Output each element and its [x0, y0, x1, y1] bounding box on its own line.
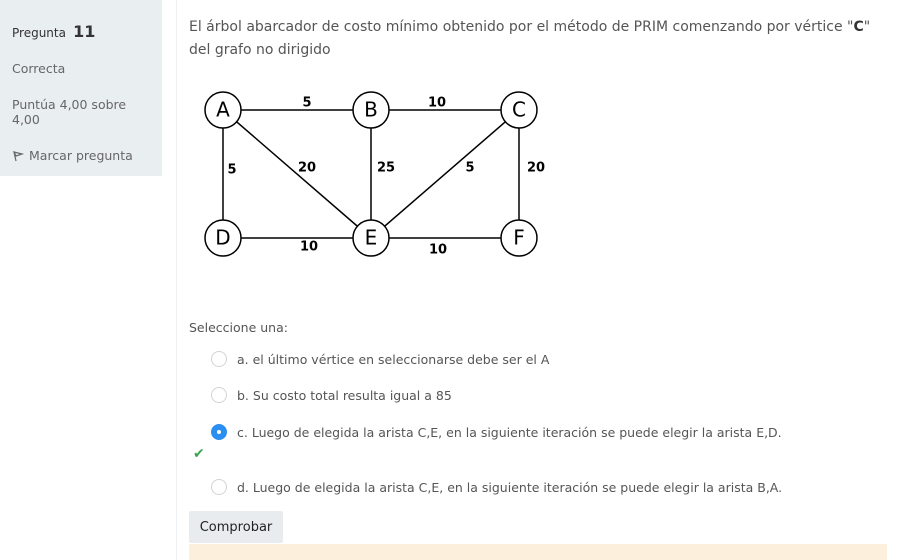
- option-d-radio[interactable]: [211, 479, 227, 495]
- edge-weight-B-C: 10: [427, 95, 447, 111]
- question-info-panel: [0, 0, 162, 176]
- edge-weight-E-F: 10: [428, 242, 448, 258]
- select-prompt: Seleccione una:: [189, 320, 288, 335]
- graph-diagram: [189, 90, 549, 270]
- question-text-part2: " del grafo no dirigido: [189, 19, 871, 58]
- node-label-F: F: [513, 225, 525, 250]
- question-number-value: 11: [73, 22, 96, 41]
- question-state: Correcta: [12, 61, 66, 76]
- edge-weight-A-B: 5: [302, 95, 312, 111]
- correct-check-icon: ✔: [193, 446, 205, 462]
- edge-weight-C-F: 20: [526, 160, 546, 176]
- flag-icon: [12, 150, 24, 162]
- option-b-label: b. Su costo total resulta igual a 85: [237, 387, 452, 403]
- node-C: [501, 92, 537, 128]
- edge-weight-D-E: 10: [299, 239, 319, 255]
- edge-weight-A-E: 20: [297, 160, 317, 176]
- question-label: Pregunta: [12, 26, 66, 40]
- edge-weight-C-E: 5: [465, 160, 475, 176]
- option-a[interactable]: [211, 351, 549, 367]
- node-label-A: A: [216, 97, 230, 122]
- node-A: [205, 92, 241, 128]
- node-label-E: E: [364, 225, 378, 250]
- option-c-radio[interactable]: [211, 424, 227, 440]
- option-a-label: a. el último vértice en seleccionarse debe ser el A: [237, 351, 550, 367]
- edge-weight-A-D: 5: [227, 162, 237, 178]
- node-label-B: B: [364, 97, 378, 122]
- node-F: [501, 220, 537, 256]
- question-content: [176, 0, 900, 560]
- node-B: [353, 92, 389, 128]
- flag-question-link[interactable]: [12, 148, 150, 163]
- option-d-label: d. Luego de elegida la arista C,E, en la siguiente iteración se puede elegir la arista B,A.: [237, 479, 783, 495]
- question-text-part1: El árbol abarcador de costo mínimo obtenido por el método de PRIM comenzando por vértice ": [189, 19, 854, 35]
- question-number: [12, 22, 150, 41]
- check-button[interactable]: Comprobar: [189, 511, 283, 543]
- node-label-D: D: [215, 225, 231, 250]
- option-d[interactable]: [211, 479, 782, 495]
- feedback-box: [189, 544, 887, 560]
- option-b[interactable]: [211, 387, 452, 403]
- node-D: [205, 220, 241, 256]
- edge-weight-B-E: 25: [376, 160, 396, 176]
- option-a-radio[interactable]: [211, 351, 227, 367]
- flag-question-label: Marcar pregunta: [29, 148, 133, 163]
- question-grade: Puntúa 4,00 sobre 4,00: [12, 97, 127, 127]
- question-text: [189, 16, 879, 62]
- option-c[interactable]: [211, 424, 782, 440]
- option-c-label: c. Luego de elegida la arista C,E, en la siguiente iteración se puede elegir la arista E,D.: [237, 424, 782, 440]
- node-label-C: C: [512, 97, 526, 122]
- question-text-bold: C: [853, 19, 864, 35]
- node-E: [353, 220, 389, 256]
- option-b-radio[interactable]: [211, 387, 227, 403]
